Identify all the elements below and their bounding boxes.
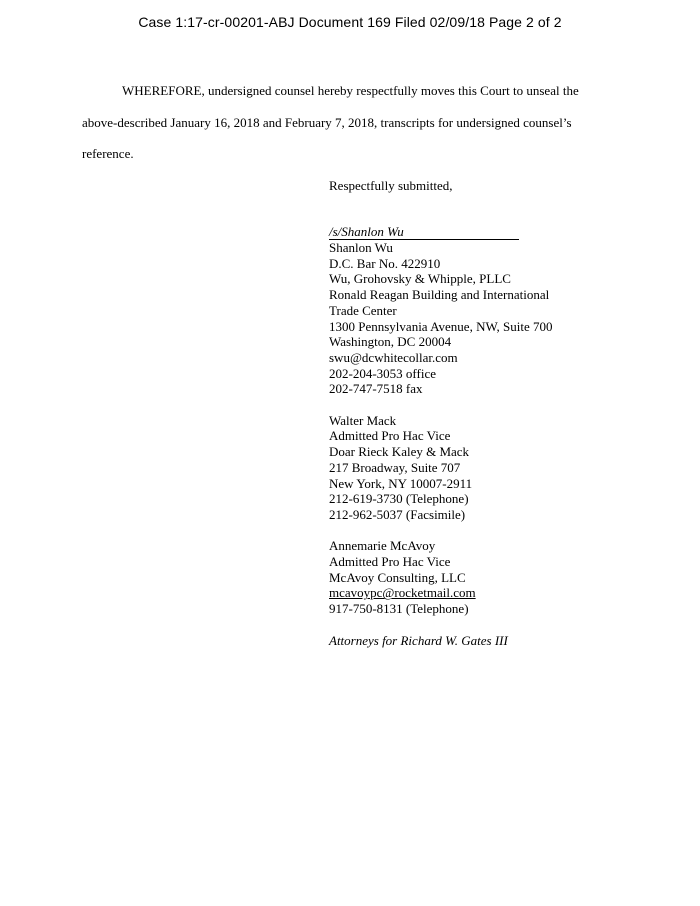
counsel1-fax: 202-747-7518 fax <box>329 381 423 397</box>
attorneys-for: Attorneys for Richard W. Gates III <box>329 632 508 648</box>
counsel3-name: Annemarie McAvoy <box>329 538 436 554</box>
page-header: Case 1:17-cr-00201-ABJ Document 169 Filed 02/09/18 Page 2 of 2 <box>138 14 562 30</box>
closing-text: Respectfully submitted, <box>329 178 453 193</box>
body-paragraph-line-1: WHEREFORE, undersigned counsel hereby respectfully moves this Court to unseal the <box>122 83 579 98</box>
counsel1-email: swu@dcwhitecollar.com <box>329 349 458 365</box>
counsel3-status: Admitted Pro Hac Vice <box>329 554 451 570</box>
body-paragraph-line-2: above-described January 16, 2018 and February 7, 2018, transcripts for undersigned counsel’s <box>82 115 572 130</box>
counsel2-phone: 212-619-3730 (Telephone) <box>329 491 469 507</box>
counsel2-fax: 212-962-5037 (Facsimile) <box>329 506 466 522</box>
counsel1-firm: Wu, Grohovsky & Whipple, PLLC <box>329 271 511 287</box>
counsel1-office-phone: 202-204-3053 office <box>329 365 436 381</box>
counsel3-firm: McAvoy Consulting, LLC <box>329 569 466 585</box>
counsel1-building-line-1: Ronald Reagan Building and International <box>329 287 550 303</box>
counsel2-firm: Doar Rieck Kaley & Mack <box>329 444 470 460</box>
counsel2-name: Walter Mack <box>329 412 397 428</box>
signature-block <box>329 224 553 648</box>
counsel2-status: Admitted Pro Hac Vice <box>329 428 451 444</box>
counsel3-phone: 917-750-8131 (Telephone) <box>329 601 469 617</box>
counsel1-city: Washington, DC 20004 <box>329 334 452 350</box>
counsel2-city: New York, NY 10007-2911 <box>329 475 473 491</box>
counsel1-bar: D.C. Bar No. 422910 <box>329 255 441 271</box>
counsel3-email-link[interactable]: mcavoypc@rocketmail.com <box>329 585 476 601</box>
signature: /s/Shanlon Wu <box>329 225 519 240</box>
body-paragraph-line-3: reference. <box>82 146 134 161</box>
counsel2-street: 217 Broadway, Suite 707 <box>329 459 461 475</box>
counsel1-street: 1300 Pennsylvania Avenue, NW, Suite 700 <box>329 318 553 334</box>
counsel1-name: Shanlon Wu <box>329 240 393 255</box>
counsel1-building-line-2: Trade Center <box>329 302 397 318</box>
